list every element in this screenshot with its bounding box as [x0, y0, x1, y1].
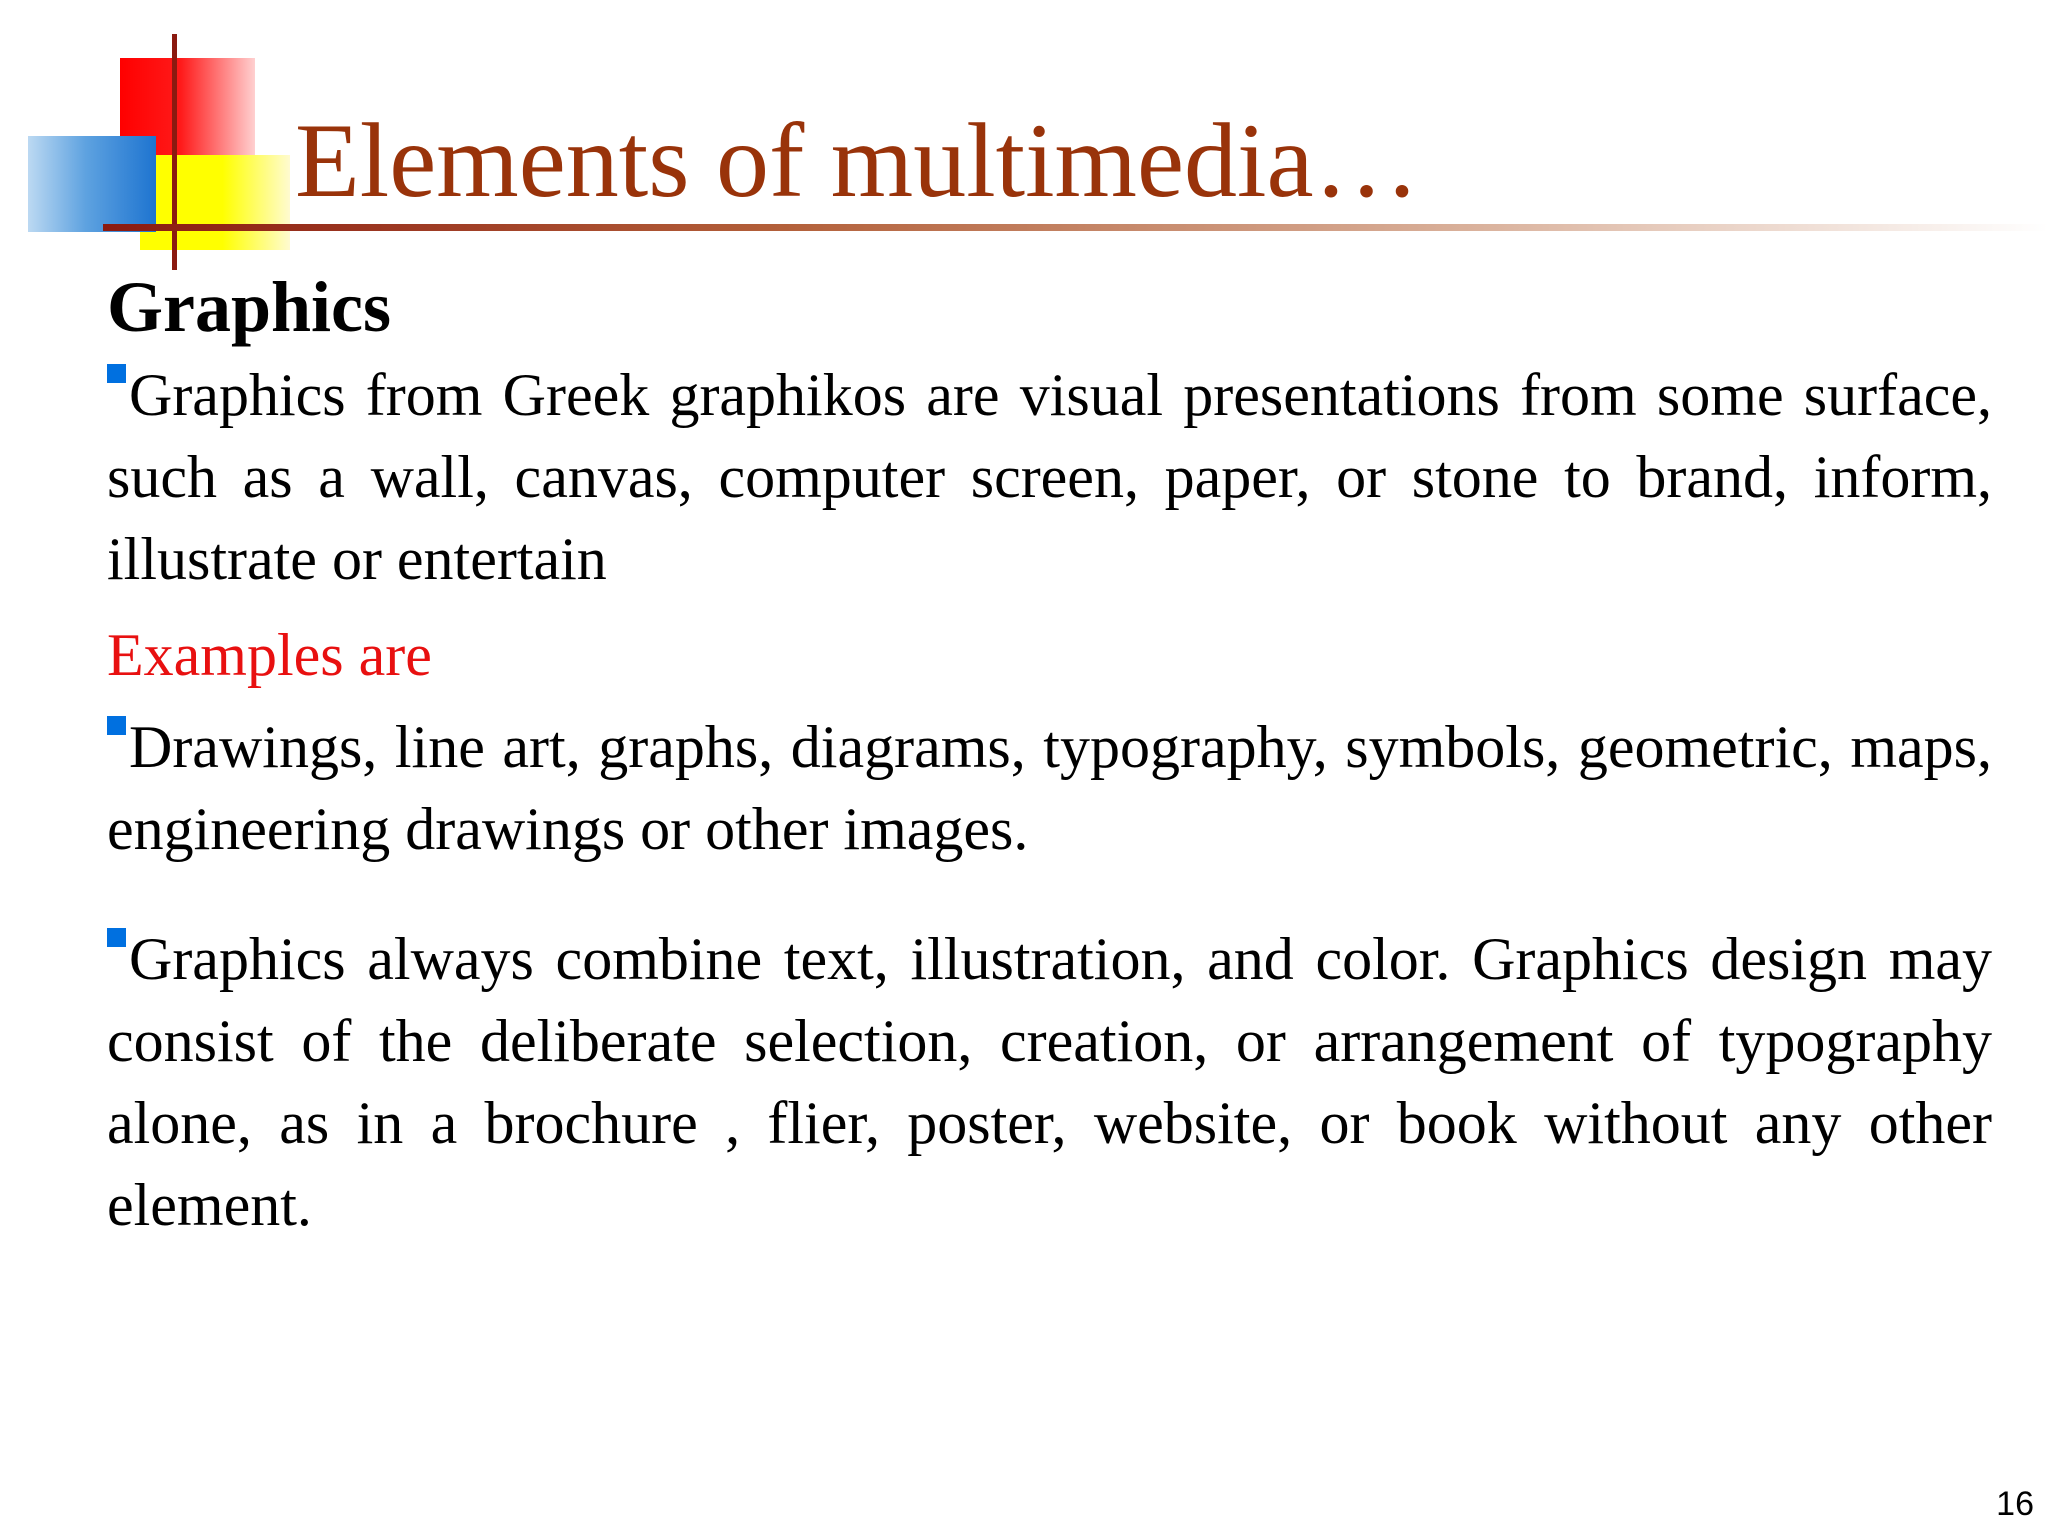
page-number: 16	[1996, 1485, 2034, 1523]
title-underline	[103, 224, 2048, 231]
square-bullet-icon	[107, 716, 126, 735]
decorative-blue-square	[28, 136, 156, 232]
bullet-text-3: Graphics always combine text, illustration, and color. Graphics design may consist of the deliberate selection, creation, or arrangement of typography alone, as in a brochure , flier, poster, website, or book without any other element.	[107, 926, 1992, 1238]
section-heading: Graphics	[107, 267, 392, 347]
bullet-paragraph-2	[107, 706, 1992, 870]
slide-body	[107, 262, 1992, 1246]
bullet-text-1: Graphics from Greek graphikos are visual presentations from some surface, such as a wall, canvas, computer screen, paper, or stone to brand, inform, illustrate or entertain	[107, 362, 1992, 592]
decorative-yellow-square	[140, 155, 290, 250]
decorative-vertical-line	[172, 34, 177, 270]
bullet-paragraph-1	[107, 354, 1992, 600]
square-bullet-icon	[107, 364, 126, 383]
bullet-text-2: Drawings, line art, graphs, diagrams, typography, symbols, geometric, maps, engineering drawings or other images.	[107, 714, 1992, 862]
slide-title: Elements of multimedia…	[295, 102, 1420, 219]
square-bullet-icon	[107, 928, 126, 947]
bullet-paragraph-3	[107, 918, 1992, 1246]
examples-label: Examples are	[107, 622, 432, 688]
